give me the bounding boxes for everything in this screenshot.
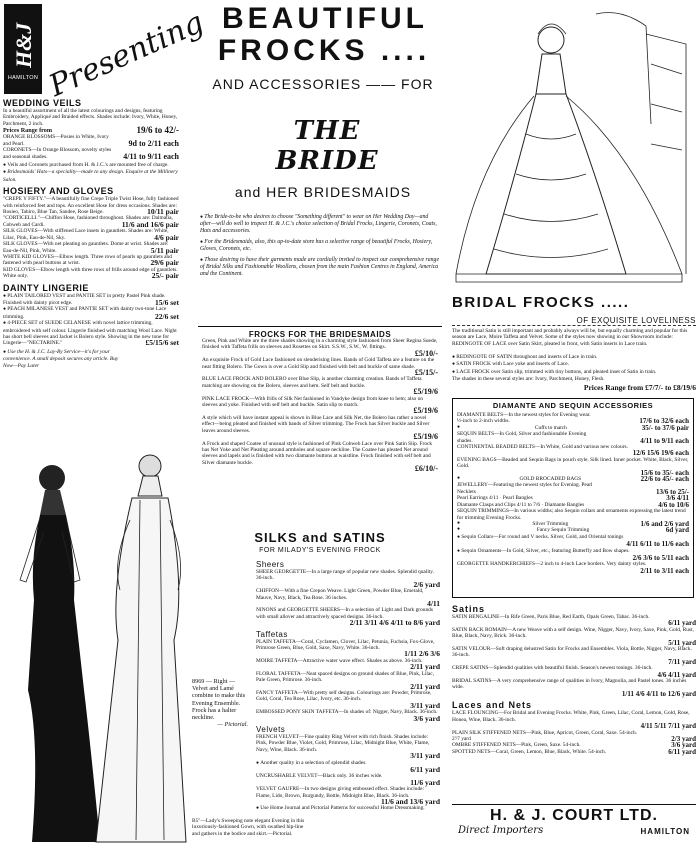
bridal-title: BRIDAL FROCKS .....: [452, 294, 630, 311]
list-item: ● Sequin Ornaments—In Gold, Silver, etc., featuring Butterfly and Bow shapes. 2/6 3/6 to 5/11 each: [457, 548, 689, 562]
logo-subtext: HAMILTON: [7, 75, 39, 81]
silks-subtitle: FOR MILADY'S EVENING FROCK: [259, 547, 381, 554]
intro-block: [200, 214, 440, 278]
intro-paragraph: ● The Bride-to-be who desires to choose "Something different" to wear on Her Wedding Day—and after—will do well to inspect H. & J.C.'s choice selection of Bridal Frocks, Lingerie, Coronets, Coats, Hats and accessories.: [200, 214, 440, 235]
pattern-note: ● Use Home Journal and Pictorial Patterns for successful Home Dressmaking.: [256, 805, 440, 812]
list-item: KID GLOVES—Elbow length with three rows of frills around edge of gauntlets. White only. 25/- pair: [3, 266, 179, 281]
section-heading-taffetas: Taffetas: [256, 629, 288, 639]
headline-bride: THE BRIDE: [275, 116, 379, 176]
headline-bridesmaids: and HER BRIDESMAIDS: [234, 184, 412, 200]
list-item: An exquisite Frock of Gold Lace fashioned on slenderising lines. Bands of Gold Taffeta are a feature on the neat fitting Bolero. The Gown is over a Gold Slip and finished with belt and buckle of same shade. £5/15/-: [202, 357, 438, 378]
presenting-script: Presenting: [44, 4, 209, 104]
store-name: H. & J. COURT LTD.: [490, 807, 658, 824]
list-item: UNCRUSHABLE VELVET—Black only. 36 inches wide. 11/6 yard: [256, 773, 440, 787]
satins-title: Satins: [452, 604, 486, 614]
list-item: BLUE LACE FROCK AND BOLERO over Blue Slip, is another charming creation. Bands of Taffeta matching are showing on the Bolero, sleeves and hem. Self belt and buckle. £5/19/6: [202, 376, 438, 397]
bridal-subtitle: OF EXQUISITE LOVELINESS: [452, 316, 696, 326]
laces-title: Laces and Nets: [452, 700, 533, 711]
bride-illustration: [446, 4, 696, 286]
list-item: A style which will have instant appeal is shown in Blue Lace and Silk Net, the Bolero has rather a novel effect—being pleated and finished with bands of Silver trimming. The Frock has Silver buckle and Silver leaves around sleeves. £5/19/6: [202, 414, 438, 442]
list-item: SPOTTED NETS—Coral, Green, Lemon, Blue, Black, White. 54-inch. 6/11 yard: [452, 747, 696, 756]
list-item: ● Sequin Collars—For round and V necks. Silver, Gold, and Oriental tonings 4/11 6/11 to 11/6 each: [457, 534, 689, 548]
list-item: ● SATIN FROCK with Lace yoke and inserts of Lace.: [452, 361, 696, 368]
list-item: PLAIN SILK STIFFENED NETS—Pink, Blue, Apricot, Green, Coral, Saxe. 54-inch. 2'/7 yard 2/3 yard: [452, 729, 696, 743]
lingerie-title: DAINTY LINGERIE: [3, 282, 89, 293]
logo-text: H&J: [11, 22, 36, 68]
headline-beautiful: BEAUTIFUL: [222, 2, 428, 35]
list-item: Pearl Earrings 4/11 · Pearl Bangles 3/6 4/11: [457, 494, 689, 503]
list-item: ● PLAIN TAILORED VEST and PANTIE SET in pretty Pastel Pink shade. Finished with dainty picot edge. 15/6 set: [3, 293, 179, 307]
caption-credit: — Pictorial.: [217, 721, 248, 729]
list-item: Green, Pink and White are the three shades showing in a charming style fashioned from Sheer Regina Suede, finished with Taffeta frills on sleeves and Rosettes on Skirt. S.S.W., S.W., W. fittings. £5/10/-: [202, 338, 438, 358]
bridesmaids-title: FROCKS FOR THE BRIDESMAIDS: [198, 326, 442, 339]
list-item: SILK GLOVES—With stiffened Lace insets in gauntlets. Shades are: White, Lilac, Pink, Eau-de-Nil, Sky. 4/6 pair: [3, 228, 179, 242]
silks-title: SILKS and SATINS: [254, 530, 386, 545]
list-item: A Frock and shaped Coatee of unusual style is fashioned of Pink Cobweb Lace over Pink Satin Slip. Frock has Net Yoke and Net Pleating around armholes and square neckline. The Coatee has pleated Net around sleeves and lapels and is finished with two diamante buttons at waistline. Frock finished with self belt and Silver diamante buckle. £6/10/-: [202, 440, 438, 474]
diamante-box: [452, 398, 694, 598]
silks-list: [256, 560, 440, 813]
intro-paragraph: ● For the Bridesmaids, also, this up-to-date store has a selective range of beautiful Frocks, Hosiery, Gloves, Coronets, etc.: [200, 239, 440, 253]
intro-paragraph: ● Those desiring to have their garments made are cordially invited to inspect our comprehensive range of Bridal Silks and Fashionable Woollens, chosen from the main Fashion Centres in England, America and the Continent.: [200, 257, 440, 278]
list-item: ● 4-PIECE SET of SUEDE CELANESE with novel lattice trimming, embroidered with self colour. Lingerie finished with matching Wool Lace. Night has short bell sleeves and Jacket is Bolero style. Showing in the new tone for Lingerie—"NECTARINE." £5/15/6 set: [3, 320, 179, 347]
caption-text: 8969 — Right — Velvet and Lamé combine to make this Evening Ensemble. Frock has a halter neckline.: [192, 678, 246, 722]
section-heading-sheers: Sheers: [256, 560, 285, 569]
bridal-desc: The traditional Satin is still important and probably always will be, but equally charming and popular for this season are Lace, Moire Taffeta and Velvet. Some of the styles now showing in our Showroom include: REDINGOTE OF LACE over Satin Skirt, pleated in front, with Satin inserts in Lace train.: [452, 328, 688, 347]
list-item: GEORGETTE HANDKERCHIEFS—2 inch to 4-inch Lace borders. Very dainty styles. 2/11 to 3/11 each: [457, 561, 689, 575]
list-item: WHITE KID GLOVES—Elbow length. Three rows of pearls up gauntlets and fastened with pearl buttons at wrist. 29/6 pair: [3, 253, 179, 268]
headline-accessories: AND ACCESSORIES —— FOR: [212, 76, 434, 92]
bridal-shades: The shades in these several styles are: Ivory, Parchment, Honey, Flesh.: [452, 376, 605, 383]
hosiery-title: HOSIERY AND GLOVES: [3, 186, 114, 197]
evening-gown-illustration: [0, 440, 190, 845]
store-tagline: Direct Importers: [458, 825, 544, 836]
bridal-price: Prices Range from £7/7/- to £8/19/6: [583, 382, 696, 392]
list-item: JEWELLERY—Featuring the newest styles for Evening. Pearl Necklets 13/6 to 25/-: [457, 482, 689, 496]
hosiery-items: [3, 196, 179, 279]
satins-list: [452, 604, 696, 755]
headline-frocks: FROCKS ....: [217, 34, 431, 67]
list-item: ● Cuffs to match 35/- to 37/6 pair: [457, 425, 689, 431]
list-item: OMBRE STIFFENED NETS—Pink, Green, Saxe. 54-inch. 3/6 yard: [452, 741, 696, 750]
caption-velvet-lame: [192, 678, 248, 728]
list-item: SEQUIN BELTS—In Gold, Silver and fashionable Evening shades. 4/11 to 9/11 each: [457, 431, 689, 445]
list-item: PINK LACE FROCK—With frills of Silk Net fashioned in Vandyke design from knee to hem; also on sleeves and yoke. Finished with self belt and buckle. Satin slip to match. £5/19/6: [202, 395, 438, 416]
list-item: ORANGE BLOSSOMS—Posies in White, Ivory and Pearl. 9d to 2/11 each: [3, 134, 179, 148]
store-footer: [452, 804, 696, 845]
veils-desc: In a beautiful assortment of all the latest colourings and designs, featuring Embroidery, Appliqué and Braided effects. Shades include: Ivory, White, Honey, Parchment, 2 inch.: [3, 108, 178, 127]
list-item: EMBOSSED PONY SKIN TAFFETA—In shades of: Nigger, Navy, Black. 36-inch. 3/6 yard: [256, 709, 440, 723]
list-item: EVENING BAGS—Beaded and Sequin Bags in pouch style. Silk lined. Inner pocket. White, Black, Silver, Gold. 15/6 to 35/- each: [457, 456, 689, 477]
list-item: NINONS and GEORGETTE SHEERS—In a selection of Light and Dark grounds with small allover and attractively spaced designs. 36-inch. 2/11 3/11 4/6 4/11 to 8/6 yard: [256, 607, 440, 628]
caption-gown: B5"—Lady's Sweeping note elegant Evening in this luxuriously-fashioned Gown, with swathed hip-line and gathers in the bodice and skirt.—Pictorial.: [192, 818, 305, 837]
list-item: PLAIN TAFFETA—Coral, Cyclamen, Clover, Lilac, Petunia, Fuchsia, Fox-Glove, Primrose Green, Blue, Gold, Saxe, Navy, White. 36-inch. 1/11 2/6 3/6: [256, 638, 440, 659]
list-item: ● PEACH MILANESE VEST and PANTIE SET with dainty two-tone Lace trimming. 22/6 set: [3, 306, 179, 320]
lingerie-items: [3, 293, 179, 369]
list-item: ● Another quality in a selection of splendid shades. 6/11 yard: [256, 760, 440, 774]
list-item: "CREPE Y FIFTY."—A beautifully fine Crepe Triple Twist Hose, fully fashioned with reinforced feet and tops. An excellent Hose for dress occasions. Shades are: Rosieo, Tahiro, Blue Tan, Sandee, Rose Beige. 10/11 pair: [3, 196, 179, 217]
list-item: ● GOLD BROCADED BAGS 22/6 to 45/- each: [457, 476, 689, 482]
list-item: ● Silver Trimming 1/6 and 2/6 yard: [457, 521, 689, 527]
list-item: CORONETS—In Orange Blossom, novelty styles and seasonal shades. 4/11 to 9/11 each: [3, 147, 179, 161]
list-item: SATIN VELOUR—Soft draping delustred Satin for Frocks and Ensembles. Viola, Bottle, Nigger, Navy, Black. 36-inch. 7/11 yard: [452, 646, 696, 666]
list-item: ● REDINGOTE OF SATIN throughout and inserts of Lace in train.: [452, 354, 696, 361]
veils-price-row: [3, 127, 179, 134]
list-item: DIAMANTE BELTS—In the newest styles for Evening wear. ½-inch to 2-inch widths. 17/6 to 32/6 each: [457, 412, 689, 426]
lay-by-note: ● Use the H. & J.C. Lay-By Service—it's for your convenience. A small deposit secures any article. Buy Now—Pay Later: [3, 349, 123, 369]
section-heading-velvets: Velvets: [256, 724, 286, 734]
diamante-title: DIAMANTE AND SEQUIN ACCESSORIES: [492, 401, 654, 410]
list-item: CHIFFON—With a fine Crepon Weave. Light Green, Powder Blue, Emerald, Mauve, Navy, Black, Tea Rose. 36 inches. 4/11: [256, 588, 440, 609]
list-item: FANCY TAFFETA—With pretty self designs. Colourings are: Powder, Primrose, Gold, Coral, Tea Rose, Lilac, Ivory, etc. 36-inch. 3/11 yard: [256, 689, 440, 710]
list-item: SILK GLOVES—With net pleating on gauntlets. Dome at wrist. Shades are: Eau-de-Nil, Pink, White. 5/11 pair: [3, 241, 179, 255]
store-tagline-row: [452, 825, 696, 836]
list-item: FRENCH VELVET—Fine quality Ring Velvet with rich finish. Shades include: Pink, Powder Blue, Violet, Gold, Primrose, Lilac, Midnight Blue, White, Flame, Navy, Wine, Black. 36-inch. 3/11 yard: [256, 733, 440, 761]
veils-price-label: Prices Range from: [3, 127, 53, 135]
list-item: ● LACE FROCK over Satin slip, trimmed with tiny buttons, and pleated inset of Satin in train.: [452, 369, 696, 376]
list-item: SHEER GEORGETTE—In a large range of popular new shades. Splendid quality. 36-inch. 2/6 yard: [256, 569, 440, 589]
list-item: SATIN BACK ROMAIN—A new Weave with a self design. Wine, Nigger, Navy, Ivory, Saxe, Pink, Gold, Rust, Blue, Black, Navy, Brick. 36-inch. 5/11 yard: [452, 626, 696, 647]
list-item: "CORTICELLI."—Chiffon Hose, fashioned throughout. Shades are: Dalmatia, Cobweb and Cardi. 11/6 and 16/6 pair: [3, 215, 179, 229]
list-item: BRIDAL SATINS—A very comprehensive range of qualities in Ivory, Magnolia, and Pastel tones. 36 inches wide. 1/11 4/6 4/11 to 12/6 yard: [452, 678, 696, 698]
logo: [4, 4, 42, 94]
bridal-styles: [452, 354, 696, 392]
list-item: SATIN BENGALINE—In Rife Green, Paris Blue, Red Earth, Opals Green, Tabac. 36-inch. 6/11 yard: [452, 614, 696, 628]
left-column: [3, 98, 179, 369]
bridesmaids-list: [202, 338, 438, 473]
list-item: FLORAL TAFFETA—Neat spaced designs on ground shades of Blue, Pink, Lilac, Pale Green, Primrose. 36-inch. 2/11 yard: [256, 670, 440, 691]
list-item: ● Fancy Sequin Trimming 6d yard: [457, 527, 689, 533]
veils-price: 19/6 to 42/-: [136, 125, 179, 136]
list-item: VELVET GAUFRE—In two designs giving embossed effect. Shades include: Flame, Lido, Brown, Burgundy, Bottle, Midnight Blue, Black. 36-inch. 11/6 and 13/6 yard: [256, 786, 440, 806]
list-item: SEQUIN TRIMMINGS—In various widths; also Sequin collars and ornaments expressing the latest trend for trimming Evening Frocks.: [457, 508, 686, 521]
list-item: CREPE SATINS—Splendid qualities with beautiful finish. Season's newest tonings. 36-inch. 4/6 4/11 yard: [452, 665, 696, 679]
veils-items: [3, 134, 179, 183]
list-item: CONTINENTAL BEADED BELTS—In White, Gold and various new colours. 12/6 15/6 19/6 each: [457, 444, 689, 458]
list-item: Diamante Clasps and Clips 4/11 to 7/6 · Diamante Bangles 4/6 to 10/6: [457, 500, 689, 509]
veils-title: WEDDING VEILS: [3, 98, 82, 108]
list-item: LACE FLOUNCING—For Bridal and Evening Frocks. White, Pink, Green, Lilac, Coral, Lemon, Gold, Rose, Honea, Wine, Black. 36-inch. 4/11 5/11 7/11 yard: [452, 710, 696, 731]
list-item: ● Veils and Coronets purchased from H. & J.C.'s are mounted free of charge.: [3, 162, 179, 169]
list-item: ● Bridesmaids' Hats—a speciality—made to any design. Enquire at the Millinery Salon.: [3, 169, 179, 183]
list-item: MOIRE TAFFETA—Attractive water wave effect. Shades as above. 36-inch. 2/11 yard: [256, 657, 440, 672]
store-town: HAMILTON: [640, 827, 690, 836]
